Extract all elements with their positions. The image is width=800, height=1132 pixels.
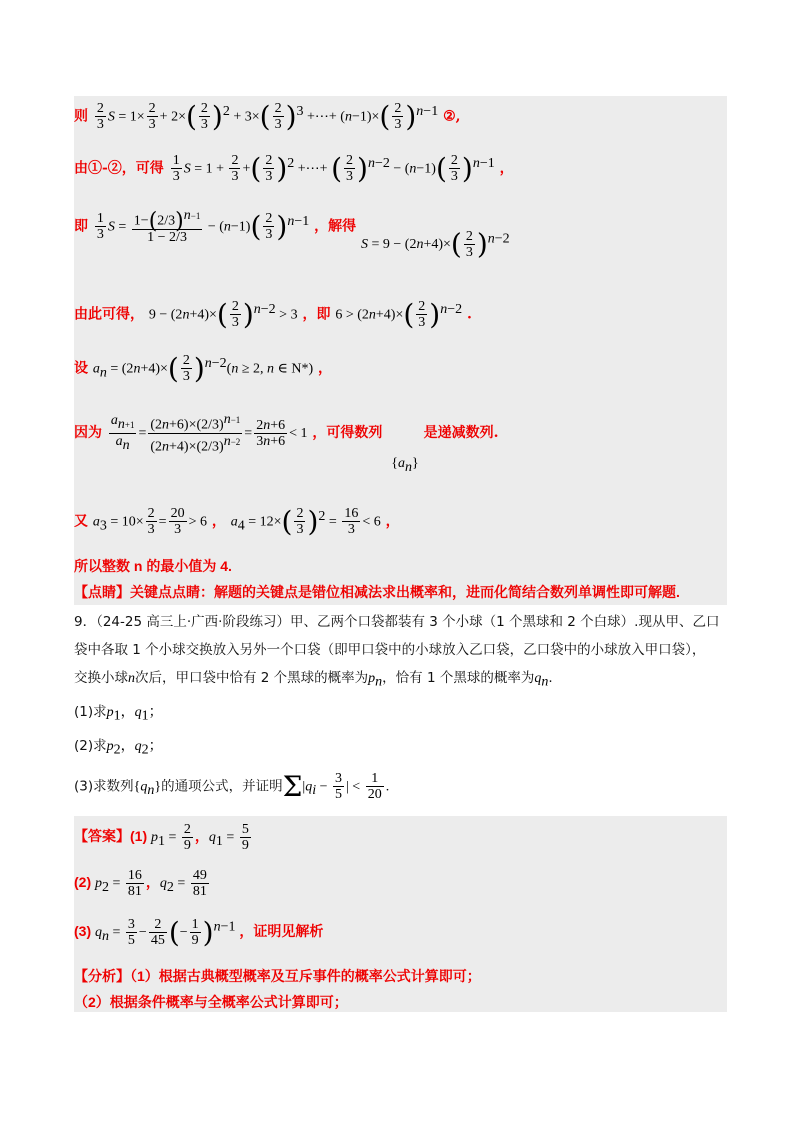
question-part-3: (3)求数列$\{q_n\}$的通项公式，并证明$\Sigma|q_i$ − $\frac{3}{5}$ | < $\frac{1}{20}$ . [74,770,390,803]
equation-line-3: 即 $\frac{1}{3}$ S = $\frac{1-(2/3)^{n-1}}{1 - 2/3}$ − (n−1)( $\frac{2}{3}$ )$^{n-1}$ ，解得 S = 9 − (2n+4)×( $\frac{2}{3}$ )$^{n-2}$ [74,208,510,261]
text: 则 [74,108,88,125]
question-source: （24-25 高三上·广西·阶段练习） [96,614,290,630]
text: (2) [74,874,92,891]
text: 次后，甲口袋中恰有 2 个黑球的概率为 [135,670,369,686]
text: ，即 [302,306,331,323]
text: 的通项公式，并证明 [161,778,283,795]
question-part-2: (2)求$p_2$，$q_2$； [74,738,163,758]
text: ， [211,513,226,530]
question-9-line-3: 交换小球n次后，甲口袋中恰有 2 个黑球的概率为$p_n$，恰有 1 个黑球的概率为$q_n$. [74,670,553,690]
text: 又 [74,513,88,530]
text: . [548,670,553,686]
text: (2)求 [74,738,107,754]
text: 由①-②，可得 [74,160,164,177]
text: ，解得 [314,218,357,235]
equation-line-5: 设 $a_n = (2n+4)\times$( $\frac{2}{3}$ )$^{n-2}$(n ≥ 2, n ∈ N*) ， [74,352,333,385]
text: （1）根据古典概型概率及互斥事件的概率公式计算即可； [130,968,481,984]
text: ②, [443,108,461,125]
conclusion-line: 所以整数 n 的最小值为 4. [74,558,232,574]
text: ， [318,360,333,377]
equation-line-7: 又 $a_3 = 10\times$ $\frac{2}{3}$ = $\frac{20}{3}$ > 6 ， $a_4 = 12\times$( $\frac{2}{3}$ )$^2$ = $\frac{16}{3}$ < 6 ， [74,505,400,538]
answer-line-2: (2) $p_2$ = $\frac{16}{81}$ ，$q_2$ = $\frac{49}{81}$ [74,868,207,899]
text: ， [385,513,400,530]
text: ， [145,874,160,891]
text: ，可得数列 [312,425,383,442]
analysis-line-1 [74,966,481,986]
text: 甲、乙两个口袋都装有 3 个小球（1 个黑球和 2 个白球）.现从甲、乙口 [289,614,720,630]
text: ，证明见解析 [239,923,324,940]
text: ， [194,828,209,845]
question-9-line-1 [74,610,719,630]
equation-line-2: 由①-②，可得 $\frac{1}{3}$ S = 1 + $\frac{2}{3}$ +( $\frac{2}{3}$ )$^2$ +⋯+ ( $\frac{2}{3}$ )$^{n-2}$ − (n−1)( $\frac{2}{3}$ )$^{n-1}$ ， [74,152,514,185]
text: (1)求 [74,704,107,720]
analysis-line-2: （2）根据条件概率与全概率公式计算即可； [74,994,348,1010]
question-part-1: (1)求$p_1$，$q_1$； [74,704,163,724]
question-9-line-2: 袋中各取 1 个小球交换放入另外一个口袋（即甲口袋中的小球放入乙口袋，乙口袋中的小球放入甲口袋）， [74,642,706,658]
text: ，恰有 1 个黑球的概率为 [382,670,535,686]
comment-line: 【点睛】关键点点睛：解题的关键点是错位相减法求出概率和，进而化简结合数列单调性即可解题. [74,584,680,600]
text: 即 [74,218,88,235]
text: (3) [74,923,92,940]
equation-line-6: 因为 $\frac{a_{n+1}}{a_n}$ = $\frac{(2n+6)\times(2/3)^{n-1}}{(2n+4)\times(2/3)^{n-2}}$ = $\frac{2n+6}{3n+6}$ < 1 ，可得数列 $\{a_n\}$ 是递减数列. [74,412,499,475]
answer-line-3: (3) $q_n$ = $\frac{3}{5}$ − $\frac{2}{45}$ (− $\frac{1}{9}$ )$^{n-1}$ ，证明见解析 [74,916,324,949]
answer-label: 【答案】 [74,828,130,845]
text: 由此可得， [74,306,144,323]
text: ， [499,160,514,177]
answer-line-1: 【答案】(1) $p_1$ = $\frac{2}{9}$ ，$q_1$ = $\frac{5}{9}$ [74,822,249,853]
text: 是递减数列. [423,425,499,442]
text: . [467,306,472,323]
text: (1) [130,828,148,845]
text: 交换小球 [74,670,128,686]
question-number: 9． [74,614,97,630]
text: 因为 [74,425,102,442]
text: (3)求数列 [74,778,134,795]
text: 设 [74,360,88,377]
analysis-label: 【分析】 [74,968,130,984]
equation-line-4: 由此可得， 9 − (2n+4)×( $\frac{2}{3}$ )$^{n-2}$ > 3 ，即 6 > (2n+4)×( $\frac{2}{3}$ )$^{n-2}$ . [74,298,472,331]
equation-line-1: 则 $\frac{2}{3}$ S = 1× $\frac{2}{3}$ + 2×( $\frac{2}{3}$ )$^2$ + 3×( $\frac{2}{3}$ )$^3$ +⋯+ (n−1)×( $\frac{2}{3}$ )$^{n-1}$ ②, [74,100,461,133]
